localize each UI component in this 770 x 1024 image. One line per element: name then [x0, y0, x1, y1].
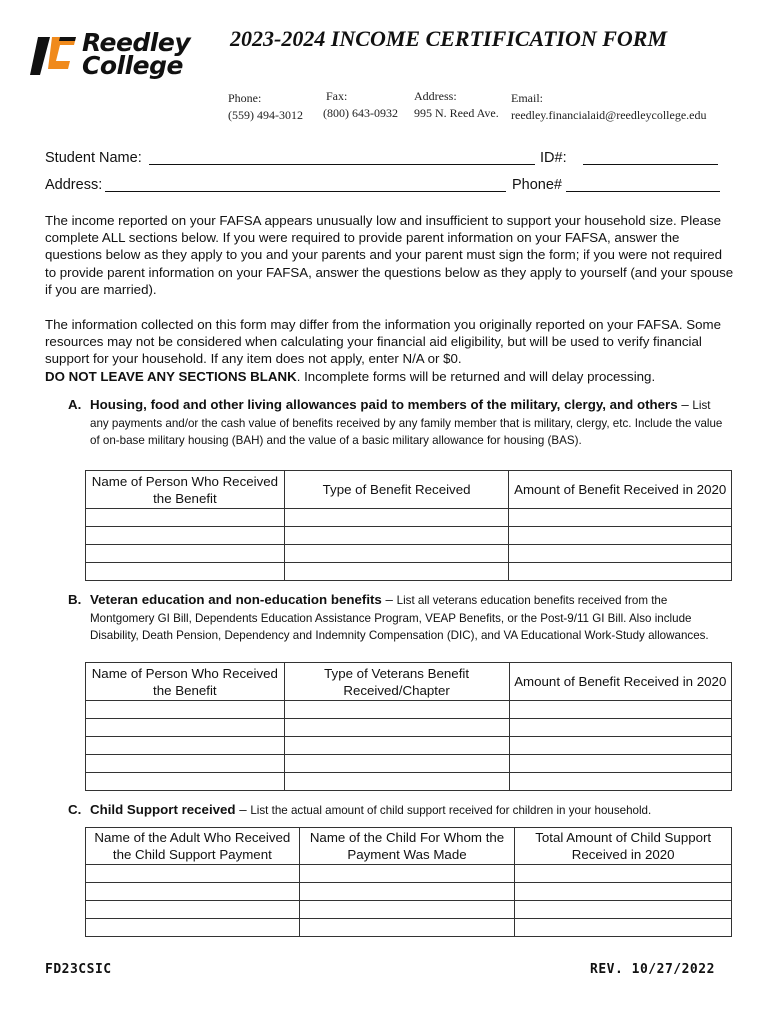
- table-cell[interactable]: [284, 509, 509, 527]
- table-row: [86, 919, 732, 937]
- table-cell[interactable]: [515, 901, 732, 919]
- table-cell[interactable]: [284, 773, 509, 791]
- table-row: [86, 883, 732, 901]
- table-cell[interactable]: [86, 737, 285, 755]
- table-cell[interactable]: [86, 773, 285, 791]
- table-row: [86, 527, 732, 545]
- column-header: Name of the Child For Whom the Payment Was Made: [299, 828, 515, 865]
- table-row: [86, 901, 732, 919]
- section-a-table: [85, 470, 732, 581]
- phone-label: Phone#: [512, 177, 562, 193]
- section-c-table: [85, 827, 732, 937]
- table-cell[interactable]: [509, 509, 732, 527]
- student-name-field[interactable]: [149, 150, 535, 165]
- phone-field[interactable]: [566, 177, 720, 192]
- logo-text: Reedley College: [82, 28, 191, 80]
- table-row: [86, 719, 732, 737]
- table-cell[interactable]: [284, 701, 509, 719]
- table-cell[interactable]: [86, 919, 300, 937]
- table-cell[interactable]: [299, 901, 515, 919]
- table-cell[interactable]: [86, 527, 285, 545]
- table-cell[interactable]: [509, 737, 731, 755]
- form-code: FD23CSIC: [45, 962, 112, 977]
- table-cell[interactable]: [509, 755, 731, 773]
- column-header: Amount of Benefit Received in 2020: [509, 471, 732, 509]
- address-field[interactable]: [105, 177, 506, 192]
- student-name-label: Student Name:: [45, 150, 142, 166]
- contact-address: Address: 995 N. Reed Ave.: [414, 89, 499, 120]
- table-cell[interactable]: [509, 545, 732, 563]
- column-header: Type of Veterans Benefit Received/Chapter: [284, 663, 509, 701]
- table-cell[interactable]: [284, 719, 509, 737]
- address-label: Address:: [45, 177, 103, 193]
- table-row: [86, 865, 732, 883]
- revision-date: REV. 10/27/2022: [590, 962, 715, 977]
- table-cell[interactable]: [284, 563, 509, 581]
- table-cell[interactable]: [509, 527, 732, 545]
- intro-paragraph-1: The income reported on your FAFSA appears unusually low and insufficient to support your household size. Please complete ALL sections below. If you were required to provide parent information on your FAFSA, answer the questions below as they apply to you and your parents and your parent must sign the form; if you were not required to provide parent information on your FAFSA, answer the questions below as they apply to yourself (and your spouse if you are married).: [45, 213, 734, 297]
- column-header: Total Amount of Child Support Received in 2020: [515, 828, 732, 865]
- table-cell[interactable]: [86, 563, 285, 581]
- table-cell[interactable]: [299, 919, 515, 937]
- table-cell[interactable]: [86, 719, 285, 737]
- table-cell[interactable]: [515, 919, 732, 937]
- column-header: Type of Benefit Received: [284, 471, 509, 509]
- table-cell[interactable]: [86, 883, 300, 901]
- id-field[interactable]: [583, 150, 718, 165]
- table-cell[interactable]: [515, 865, 732, 883]
- table-cell[interactable]: [509, 719, 731, 737]
- section-a-heading: A. Housing, food and other living allowances paid to members of the military, clergy, and others – List any payments and/or the cash value of benefits received by any family member that is military, clergy, etc. Include the value of on-base military housing (BAH) and the value of a basic military allowance for housing (BAS).: [68, 397, 723, 447]
- table-cell[interactable]: [509, 701, 731, 719]
- table-cell[interactable]: [284, 737, 509, 755]
- table-cell[interactable]: [299, 865, 515, 883]
- id-label: ID#:: [540, 150, 567, 166]
- section-b-table: [85, 662, 732, 791]
- table-cell[interactable]: [86, 509, 285, 527]
- section-c-heading: C. Child Support received – List the actual amount of child support received for children in your household.: [68, 802, 652, 817]
- column-header: Name of Person Who Received the Benefit: [86, 663, 285, 701]
- column-header: Name of Person Who Received the Benefit: [86, 471, 285, 509]
- table-cell[interactable]: [86, 901, 300, 919]
- table-cell[interactable]: [86, 545, 285, 563]
- table-cell[interactable]: [284, 527, 509, 545]
- reedley-college-logo: [30, 28, 215, 83]
- table-cell[interactable]: [509, 773, 731, 791]
- table-row: [86, 773, 732, 791]
- column-header: Name of the Adult Who Received the Child Support Payment: [86, 828, 300, 865]
- section-b-heading: B. Veteran education and non-education benefits – List all veterans education benefits received from the Montgomery GI Bill, Dependents Education Assistance Program, VEAP Benefits, or the Post-9/11 GI Bill. Also include Disability, Death Pension, Dependency and Indemnity Compensation (DIC), and VA Educational Work-Study allowances.: [68, 592, 709, 642]
- contact-email: Email: reedley.financialaid@reedleycollege.edu: [511, 91, 707, 122]
- table-cell[interactable]: [86, 755, 285, 773]
- table-cell[interactable]: [284, 755, 509, 773]
- table-cell[interactable]: [509, 563, 732, 581]
- logo-mark-icon: [30, 35, 76, 77]
- contact-phone: Phone: (559) 494-3012: [228, 91, 303, 122]
- table-cell[interactable]: [299, 883, 515, 901]
- warning-bold: DO NOT LEAVE ANY SECTIONS BLANK: [45, 368, 297, 384]
- table-row: [86, 545, 732, 563]
- table-cell[interactable]: [86, 701, 285, 719]
- contact-fax: Fax: (800) 643-0932: [323, 89, 398, 120]
- table-row: [86, 701, 732, 719]
- table-row: [86, 563, 732, 581]
- intro-paragraph-2: The information collected on this form may differ from the information you originally reported on your FAFSA. Some resources may not be considered when calculating your financial aid eligibility, but will be used to verify financial support for your household. If any item does not apply, enter N/A or $0. DO NOT LEAVE ANY SECTIONS BLANK. Incomplete forms will be returned and will delay processing.: [45, 317, 721, 384]
- table-row: [86, 509, 732, 527]
- table-row: [86, 737, 732, 755]
- form-title: 2023-2024 INCOME CERTIFICATION FORM: [230, 26, 668, 51]
- table-cell[interactable]: [515, 883, 732, 901]
- table-cell[interactable]: [284, 545, 509, 563]
- table-row: [86, 755, 732, 773]
- table-cell[interactable]: [86, 865, 300, 883]
- column-header: Amount of Benefit Received in 2020: [509, 663, 731, 701]
